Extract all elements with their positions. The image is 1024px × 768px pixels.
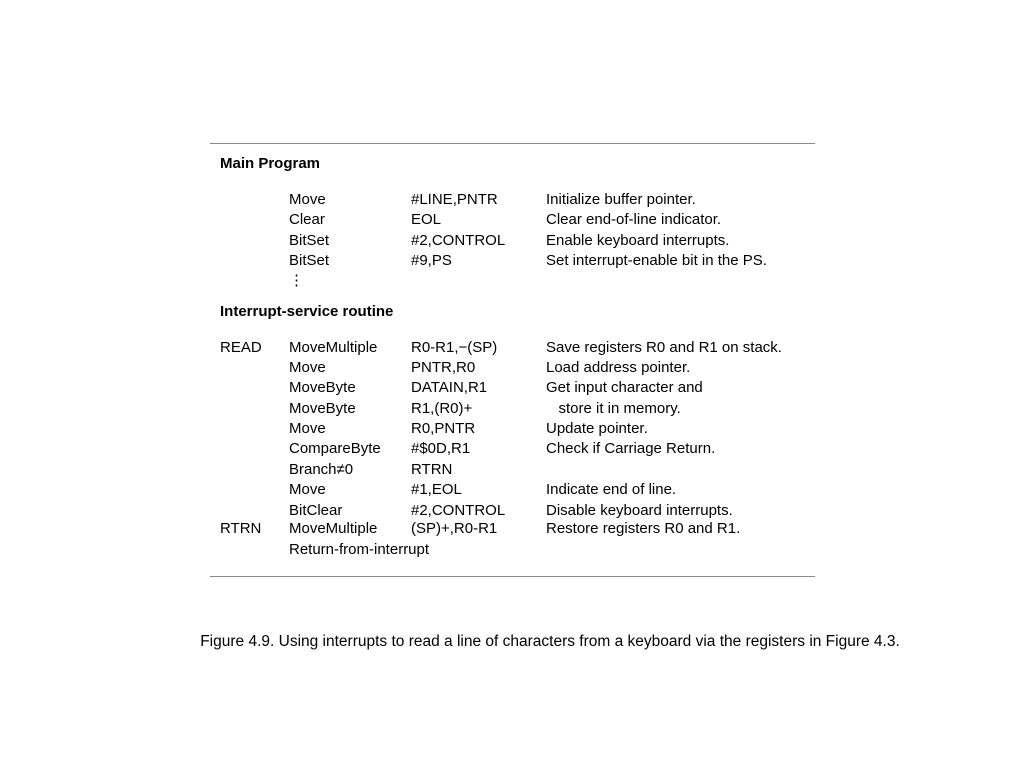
main-row (0, 210, 1024, 230)
main-row (0, 251, 1024, 271)
operands: R1,(R0)+ (411, 400, 473, 417)
operands: #$0D,R1 (411, 440, 471, 457)
bottom-rule (210, 576, 815, 577)
label: READ (220, 339, 262, 356)
isr-row (0, 338, 1024, 358)
operands: R0-R1,−(SP) (411, 339, 498, 356)
instruction: Move (289, 359, 326, 376)
isr-row (0, 439, 1024, 459)
instruction: Move (289, 481, 326, 498)
instruction: BitSet (289, 252, 330, 269)
operands: R0,PNTR (411, 420, 476, 437)
operands: PNTR,R0 (411, 359, 476, 376)
operands: EOL (411, 211, 442, 228)
isr-row (0, 540, 1024, 560)
comment: Save registers R0 and R1 on stack. (546, 339, 782, 356)
instruction: Clear (289, 211, 325, 228)
operands: #LINE,PNTR (411, 191, 498, 208)
isr-row (0, 399, 1024, 419)
comment: Clear end-of-line indicator. (546, 211, 722, 228)
figure-caption: Figure 4.9. Using interrupts to read a line of characters from a keyboard via the registers in Figure 4.3. (200, 633, 900, 650)
operands: #2,CONTROL (411, 502, 506, 519)
comment: store it in memory. (546, 400, 681, 417)
instruction: CompareByte (289, 440, 381, 457)
instruction: MoveMultiple (289, 339, 378, 356)
comment: Indicate end of line. (546, 481, 677, 498)
operands: #2,CONTROL (411, 232, 506, 249)
isr-row (0, 419, 1024, 439)
label: RTRN (220, 520, 262, 537)
isr-row (0, 480, 1024, 500)
instruction: Move (289, 191, 326, 208)
main-row (0, 231, 1024, 251)
operands: #9,PS (411, 252, 452, 269)
comment: Get input character and (546, 379, 703, 396)
vertical-ellipsis: ⋮ (289, 272, 304, 289)
isr-row (0, 378, 1024, 398)
operands: (SP)+,R0-R1 (411, 520, 498, 537)
comment: Set interrupt-enable bit in the PS. (546, 252, 767, 269)
comment: Load address pointer. (546, 359, 691, 376)
instruction: MoveByte (289, 400, 356, 417)
instruction: Branch≠0 (289, 461, 354, 478)
operands: #1,EOL (411, 481, 462, 498)
main-row (0, 190, 1024, 210)
operands: RTRN (411, 461, 453, 478)
instruction: MoveMultiple (289, 520, 378, 537)
isr-heading: Interrupt-service routine (220, 303, 394, 320)
isr-row (0, 501, 1024, 521)
comment: Check if Carriage Return. (546, 440, 716, 457)
instruction: Move (289, 420, 326, 437)
isr-row (0, 460, 1024, 480)
operands: DATAIN,R1 (411, 379, 488, 396)
comment: Update pointer. (546, 420, 648, 437)
comment: Restore registers R0 and R1. (546, 520, 741, 537)
comment: Enable keyboard interrupts. (546, 232, 730, 249)
comment: Initialize buffer pointer. (546, 191, 696, 208)
instruction: Return-from-interrupt (289, 541, 430, 558)
isr-row (0, 519, 1024, 539)
main-program-heading: Main Program (220, 155, 321, 172)
instruction: BitClear (289, 502, 343, 519)
instruction: MoveByte (289, 379, 356, 396)
isr-row (0, 358, 1024, 378)
comment: Disable keyboard interrupts. (546, 502, 733, 519)
top-rule (210, 143, 815, 144)
instruction: BitSet (289, 232, 330, 249)
